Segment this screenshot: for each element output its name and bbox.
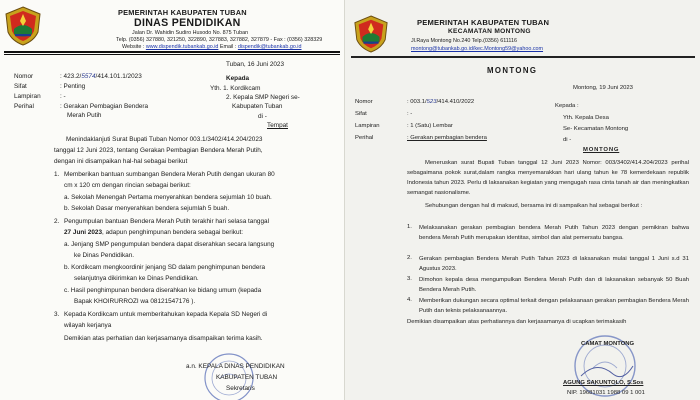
- di-label: di -: [258, 113, 267, 120]
- nomor-suffix: /414.410/2022: [436, 99, 475, 105]
- point-3-line-2: wilayah kerjanya: [64, 322, 112, 329]
- letterhead: [58, 4, 340, 50]
- website-link[interactable]: www.dispendik.tubankab.go.id: [145, 44, 219, 50]
- point-2-number: 2.: [54, 218, 60, 225]
- item-2-number: 2.: [407, 255, 412, 261]
- letterhead-rule: [4, 51, 340, 53]
- letterhead-government: PEMERINTAH KABUPATEN TUBAN: [118, 8, 247, 17]
- letterhead-office: DINAS PENDIDIKAN: [134, 17, 241, 29]
- letterhead-web: [122, 44, 302, 50]
- point-3-line-1: Kepada Kordikcam untuk memberitahukan kepada Kepala SD Negeri di: [64, 311, 268, 318]
- point-2-line-2-rest: , adapun penghimpunan bendera sebagai berikut:: [102, 229, 244, 236]
- nomor-label: Nomor: [14, 73, 34, 80]
- signature-line-1: a.n. KEPALA DINAS PENDIDIKAN: [186, 363, 285, 370]
- letterhead-address: Jl.Raya Montong No.240 Telp.(0356) 611116: [411, 38, 517, 44]
- item-3-number: 3.: [407, 276, 412, 282]
- kepada-label: Kepada :: [555, 103, 579, 109]
- letterhead-phone: Telp. (0356) 327880, 321250, 322890, 327883, 327882, 327879 - Fax : (0356) 328329: [116, 37, 323, 43]
- signature-line-2: KABUPATEN TUBAN: [216, 374, 278, 381]
- deadline-date: 27 Juni 2023: [64, 229, 103, 236]
- item-1-number: 1.: [407, 224, 412, 230]
- tempat: Tempat: [267, 122, 288, 129]
- intro-line-1: Menindaklanjuti Surat Bupati Tuban Nomor 003.1/3402/414.204/2023: [66, 136, 263, 143]
- point-2b-line-2: selanjutnya dikirimkan ke Dinas Pendidikan.: [74, 275, 199, 282]
- letterhead-address: Jalan Dr. Wahidin Sudiro Husodo No. 875 Tuban: [132, 30, 249, 36]
- perihal-label: Perihal: [14, 103, 34, 110]
- nomor-handwritten: 5574: [81, 73, 96, 80]
- sifat-label: Sifat: [14, 83, 27, 90]
- item-2: Gerakan pembagian Bendera Merah Putih Tahun 2023 di laksanakan mulai tanggal 1 Juni s.d 31 Agustus 2023.: [419, 256, 689, 272]
- tuban-emblem-icon: [353, 14, 389, 54]
- nomor-value: [407, 100, 474, 106]
- body-paragraph-2: Sehubungan dengan hal di maksud, bersama ini di sampaikan hal sebagai berikut :: [425, 203, 643, 209]
- letterhead-office: KECAMATAN MONTONG: [448, 28, 531, 35]
- sifat-label: Sifat: [355, 111, 367, 117]
- lampiran-label: Lampiran: [355, 123, 380, 129]
- kepada-1: Yth. Kepala Desa: [563, 115, 609, 121]
- email-label: Email :: [218, 44, 238, 50]
- kepada-label: Kepada: [226, 75, 250, 82]
- point-2c-line-2: Bapak KHOIRURROZI wa 08121547176 ).: [74, 298, 196, 305]
- point-1-line-2: cm x 120 cm dengan rincian sebagai berikut:: [64, 182, 191, 189]
- nomor-handwritten: 523: [426, 99, 437, 105]
- sifat-value: : Penting: [60, 83, 86, 90]
- point-2a-line-2: ke Dinas Pendidikan.: [74, 252, 135, 259]
- item-1: Melaksanakan gerakan pembagian bendera Merah Putih Tahun 2023 dengan pemikiran bahwa bendera Merah Putih merupakan identitas, simbol dan alat pemersatu bangsa.: [419, 225, 689, 241]
- letterhead-government: PEMERINTAH KABUPATEN TUBAN: [417, 18, 550, 27]
- right-letter: [345, 0, 700, 400]
- letterhead-rule-thin: [4, 54, 340, 55]
- perihal-value: : Gerakan Pembagian Bendera: [60, 103, 149, 110]
- point-2c-line-1: c. Hasil penghimpunan bendera diserahkan ke bidang umum (kepada: [64, 287, 262, 294]
- nomor-label: Nomor: [355, 99, 373, 105]
- letterhead-rule: [351, 56, 695, 58]
- item-4-number: 4.: [407, 297, 412, 303]
- body-paragraph-1: Meneruskan surat Bupati Tuban tanggal 12 Juni 2023 Nomor: 003/3402/414.204/2023 perihal sebagaimana pokok surat,dalam rangka menyemarakkan hari ulang tahun ke 78 kemerdekaan republik Indonesia tahun 2023. Perlu di laksanakan kegiatan yang mengugah rasa cinta tanah air dan meningkatkan semangat nasionalisme.: [407, 160, 689, 196]
- point-2-line-2: [64, 230, 243, 236]
- point-2b-line-1: b. Kordikcam mengkoordinir jenjang SD dalam penghimpunan bendera: [64, 264, 266, 271]
- letter-date: Tuban, 16 Juni 2023: [226, 61, 285, 68]
- point-2-line-1: Pengumpulan bantuan Bendera Merah Putih terakhir hari selasa tanggal: [64, 218, 269, 225]
- perihal-value-2: Merah Putih: [67, 112, 102, 119]
- perihal-label: Perihal: [355, 135, 374, 141]
- point-1-number: 1.: [54, 171, 60, 178]
- point-2a-line-1: a. Jenjang SMP pengumpulan bendera dapat diserahkan secara langsung: [64, 241, 275, 248]
- intro-line-2: tanggal 12 Juni 2023, tentang Gerakan Pembagian Bendera Merah Putih,: [54, 147, 263, 154]
- point-1-line-1: Memberikan bantuan sumbangan Bendera Merah Putih dengan ukuran 80: [64, 171, 275, 178]
- signature-name: AGUNG SAKUNTOLO, S.Sos: [563, 380, 644, 386]
- lampiran-value: : 1 (Satu) Lembar: [407, 123, 453, 129]
- letter-date: Montong, 19 Juni 2023: [573, 85, 633, 91]
- signature-line-3: Sekretaris: [226, 385, 255, 392]
- website-label: Website :: [122, 44, 146, 50]
- tuban-emblem-icon: [4, 6, 42, 46]
- di-label: di -: [563, 137, 572, 143]
- letter-title: MONTONG: [487, 66, 538, 75]
- point-3-number: 3.: [54, 311, 60, 318]
- letterhead-email[interactable]: montong@tubankab.go.id/kec.Montong59@yahoo.com: [411, 46, 544, 52]
- perihal-value: : Gerakan pembagian bendera: [407, 135, 487, 141]
- signature-nip: NIP. 19681031 1988 09 1 001: [567, 390, 645, 396]
- nomor-prefix: : 423.2/: [60, 73, 82, 80]
- closing-line: Demikian atas perhatian dan kerjasamanya disampaikan terima kasih.: [64, 335, 263, 342]
- kepada-2: Se- Kecamatan Montong: [563, 126, 629, 132]
- closing-line: Demikian disampaikan atas perhatiannya dan kerjasamanya di ucapkan terimakasih: [407, 319, 627, 325]
- kepada-1: Yth. 1. Kordikcam: [210, 85, 261, 92]
- point-1a: a. Sekolah Menengah Pertama menyerahkan bendera sejumlah 10 buah.: [64, 194, 272, 201]
- nomor-suffix: /414.101.1/2023: [95, 73, 142, 80]
- lampiran-value: : -: [60, 93, 66, 100]
- di-value: MONTONG: [583, 147, 620, 153]
- kepada-3: Kabupaten Tuban: [232, 103, 283, 110]
- sifat-value: : -: [407, 111, 413, 117]
- nomor-prefix: : 003.1/: [407, 99, 427, 105]
- kepada-2: 2. Kepala SMP Negeri se-: [226, 94, 300, 101]
- left-letter: [0, 0, 345, 400]
- point-1b: b. Sekolah Dasar menyerahkan bendera sejumlah 5 buah.: [64, 205, 230, 212]
- intro-line-3: dengan ini disampaikan hal-hal sebagai berikut: [54, 158, 188, 165]
- email-link[interactable]: dispendik@tubankab.go.id: [237, 44, 302, 50]
- nomor-value: [60, 74, 142, 80]
- signature-title: CAMAT MONTONG: [581, 341, 635, 347]
- item-3: Dimohon kepala desa mengumpulkan Bendera Merah Putih dan di laksanakan sebanyak 50 Buah Bendera Merah Putih.: [419, 277, 689, 293]
- lampiran-label: Lampiran: [14, 93, 41, 100]
- item-4: Memberikan dukungan secara optimal terkait dengan pelaksanaan gerakan pembagian Bendera Merah Putih dan teknis pelaksanaannya.: [419, 298, 689, 314]
